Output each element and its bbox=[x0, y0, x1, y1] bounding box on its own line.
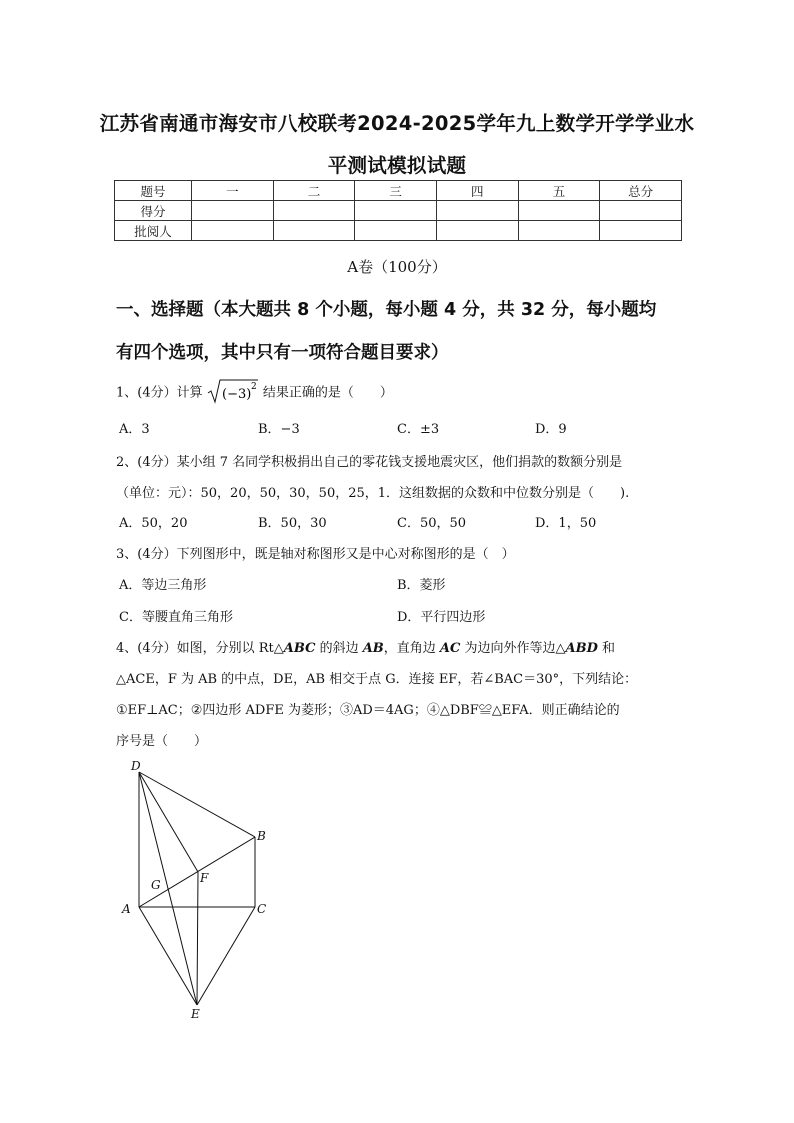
question-4-stem-line-1 bbox=[116, 637, 615, 656]
score-cell[interactable] bbox=[192, 221, 274, 241]
score-header-cell: 五 bbox=[518, 181, 600, 201]
q1-option-b[interactable]: B．−3 bbox=[258, 422, 300, 437]
question-1-stem bbox=[116, 378, 393, 408]
question-2-stem-line-2: （单位：元）：50，20，50，30，50，25，1．这组数据的众数和中位数分别是（ ). bbox=[116, 486, 630, 501]
q4-text: 和 bbox=[597, 641, 615, 656]
score-header-cell: 总分 bbox=[600, 181, 682, 201]
segment-DB bbox=[139, 772, 255, 837]
score-header-cell: 四 bbox=[436, 181, 518, 201]
point-label-B: B bbox=[257, 829, 266, 843]
q1-option-d[interactable]: D．9 bbox=[535, 422, 567, 437]
section-heading-line-2: 有四个选项，其中只有一项符合题目要求） bbox=[116, 343, 449, 363]
q2-option-b[interactable]: B．50，30 bbox=[258, 516, 327, 531]
q1-exponent: 2 bbox=[250, 382, 257, 392]
score-cell[interactable] bbox=[436, 201, 518, 221]
segment-FE bbox=[197, 872, 198, 1005]
q1-option-a[interactable]: A．3 bbox=[119, 422, 150, 437]
q4-text: 4、(4分）如图，分别以 Rt△ bbox=[116, 641, 284, 656]
q4-text: ，直角边 bbox=[383, 641, 440, 656]
q4-var: AC bbox=[439, 641, 461, 656]
q4-var: AB bbox=[362, 641, 384, 656]
score-cell[interactable] bbox=[355, 201, 437, 221]
score-table-row bbox=[115, 201, 682, 221]
score-header-cell: 三 bbox=[355, 181, 437, 201]
point-label-A: A bbox=[122, 902, 131, 916]
score-row-label: 批阅人 bbox=[115, 221, 192, 241]
segment-DE bbox=[139, 772, 197, 1005]
segment-AB bbox=[139, 837, 255, 907]
q1-suffix: 结果正确的是（ ） bbox=[262, 385, 393, 401]
paper-part-heading: A卷（100分） bbox=[347, 258, 447, 276]
q2-option-d[interactable]: D．1，50 bbox=[535, 516, 597, 531]
score-cell[interactable] bbox=[192, 201, 274, 221]
question-4-stem-line-3: ①EF⊥AC；②四边形 ADFE 为菱形；③AD＝4AG；④△DBF≌△EFA．则正确结论的 bbox=[116, 703, 620, 718]
segment-CE bbox=[197, 907, 255, 1005]
q4-text: 的斜边 bbox=[315, 641, 363, 656]
q1-radicand: (−3) bbox=[221, 387, 252, 402]
q1-option-c[interactable]: C．±3 bbox=[397, 422, 440, 437]
section-heading-line-1: 一、选择题（本大题共 8 个小题，每小题 4 分，共 32 分，每小题均 bbox=[116, 300, 657, 320]
q3-option-c[interactable]: C．等腰直角三角形 bbox=[119, 610, 233, 625]
segment-DF bbox=[139, 772, 198, 872]
sqrt-expression bbox=[207, 378, 259, 408]
score-cell[interactable] bbox=[355, 221, 437, 241]
question-3-stem: 3、(4分）下列图形中，既是轴对称图形又是中心对称图形的是（ ） bbox=[116, 547, 515, 562]
score-table-row bbox=[115, 221, 682, 241]
score-cell[interactable] bbox=[518, 221, 600, 241]
score-cell[interactable] bbox=[518, 201, 600, 221]
score-cell[interactable] bbox=[600, 201, 682, 221]
q2-option-a[interactable]: A．50，20 bbox=[119, 516, 188, 531]
score-table bbox=[114, 180, 682, 241]
score-cell[interactable] bbox=[273, 201, 355, 221]
q1-prefix: 1、(4分）计算 bbox=[116, 385, 203, 401]
score-header-cell: 题号 bbox=[115, 181, 192, 201]
q3-option-a[interactable]: A．等边三角形 bbox=[119, 578, 207, 593]
q3-option-b[interactable]: B．菱形 bbox=[397, 578, 446, 593]
exam-title-line-2: 平测试模拟试题 bbox=[327, 154, 467, 177]
point-label-D: D bbox=[131, 759, 141, 773]
score-table-header-row bbox=[115, 181, 682, 201]
q4-var: ABC bbox=[283, 641, 316, 656]
point-label-E: E bbox=[191, 1007, 200, 1021]
radical-sign-icon bbox=[207, 378, 259, 404]
question-4-stem-line-4: 序号是（ ） bbox=[116, 734, 208, 749]
question-2-stem-line-1: 2、(4分）某小组 7 名同学积极捐出自己的零花钱支援地震灾区，他们捐款的数额分别是 bbox=[116, 455, 623, 470]
question-4-stem-line-2: △ACE，F 为 AB 的中点，DE，AB 相交于点 G．连接 EF，若∠BAC＝30°，下列结论： bbox=[116, 672, 638, 687]
score-row-label: 得分 bbox=[115, 201, 192, 221]
point-label-G: G bbox=[151, 878, 161, 892]
point-label-C: C bbox=[257, 902, 267, 916]
score-cell[interactable] bbox=[436, 221, 518, 241]
q3-option-d[interactable]: D．平行四边形 bbox=[397, 610, 486, 625]
q4-text: 为边向外作等边△ bbox=[460, 641, 566, 656]
segment-AE bbox=[139, 907, 197, 1005]
score-header-cell: 二 bbox=[273, 181, 355, 201]
score-cell[interactable] bbox=[600, 221, 682, 241]
score-cell[interactable] bbox=[273, 221, 355, 241]
point-label-F: F bbox=[200, 871, 209, 885]
score-header-cell: 一 bbox=[192, 181, 274, 201]
exam-title-line-1: 江苏省南通市海安市八校联考2024-2025学年九上数学开学学业水 bbox=[99, 112, 695, 135]
geometry-figure bbox=[110, 752, 280, 1027]
q4-var: ABD bbox=[565, 641, 598, 656]
q2-option-c[interactable]: C．50，50 bbox=[397, 516, 467, 531]
